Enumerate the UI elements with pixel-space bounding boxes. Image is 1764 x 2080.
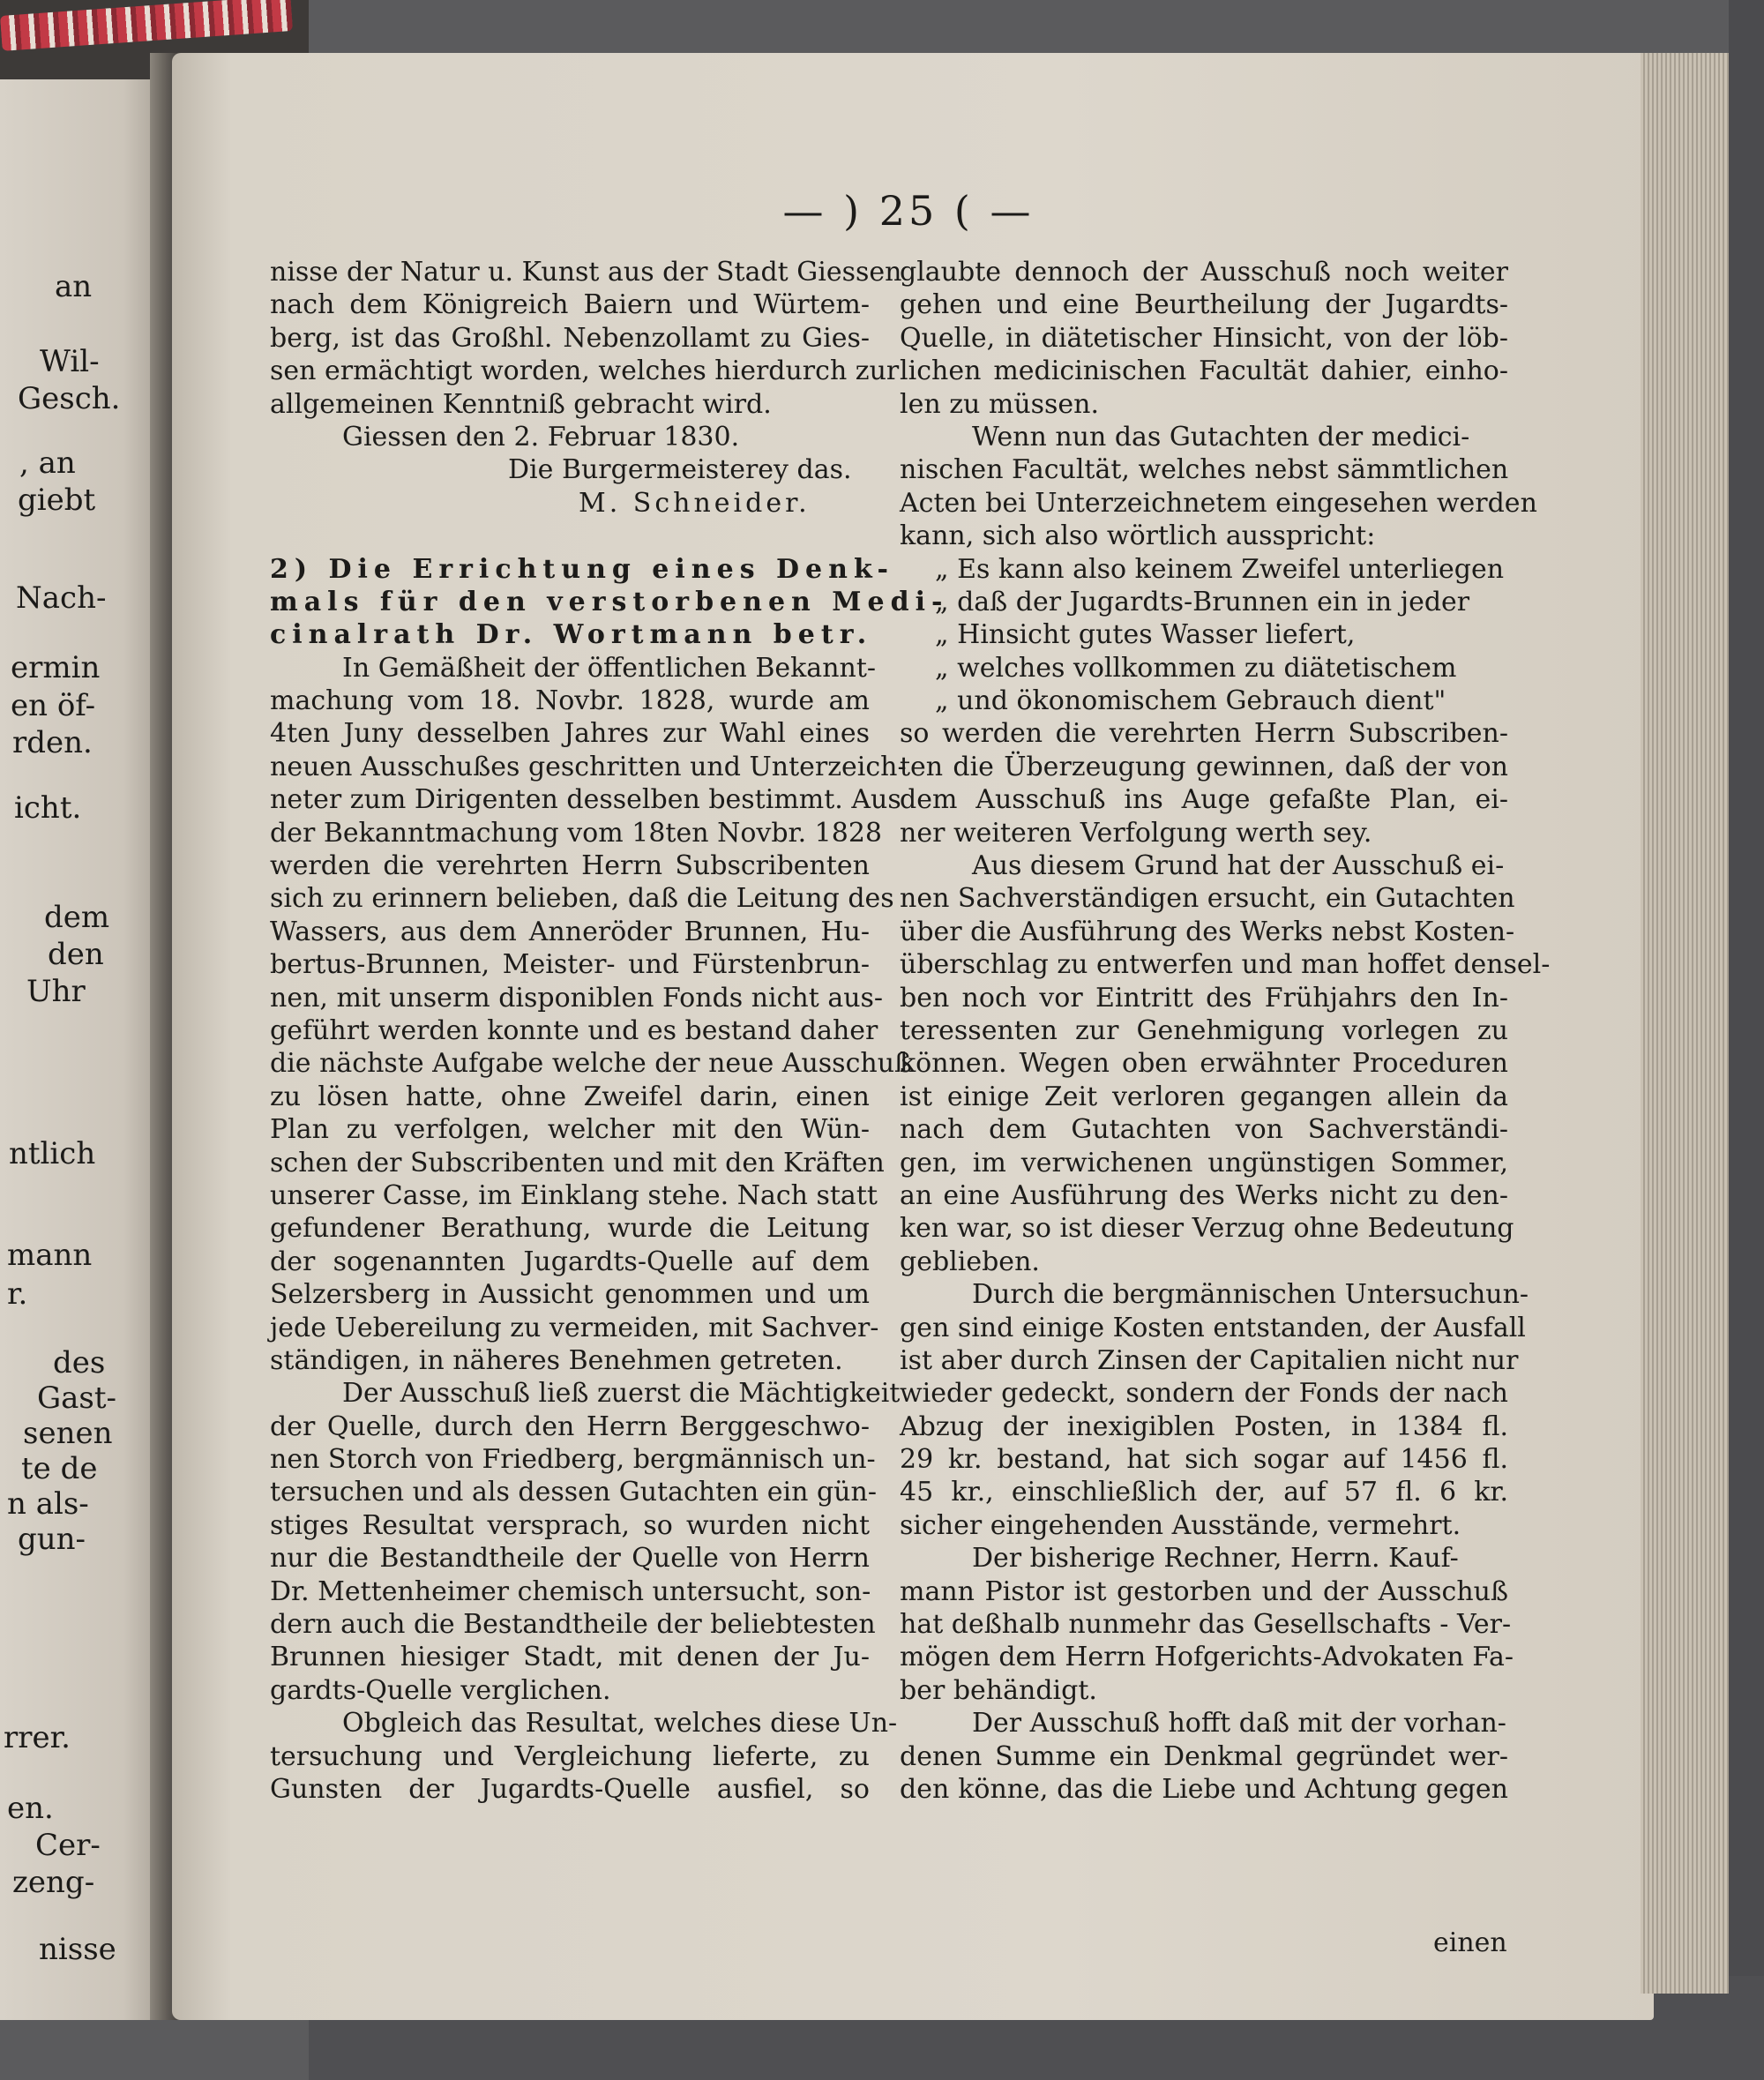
left-fragment: nisse (39, 1932, 116, 1967)
left-fragment: senen (23, 1416, 113, 1451)
left-fragment: n als- (7, 1486, 89, 1522)
text-line: gefundener Berathung, wurde die Leitung (270, 1213, 870, 1245)
text-line: nach dem Königreich Baiern und Würtem- (270, 289, 870, 321)
text-line: Wassers, aus dem Anneröder Brunnen, Hu- (270, 916, 870, 947)
left-fragment: icht. (14, 790, 82, 826)
text-line: neuen Ausschußes geschritten und Unterzeich- (270, 751, 907, 782)
left-fragment: Nach- (16, 580, 107, 616)
text-line: Aus diesem Grund hat der Ausschuß ei- (972, 850, 1505, 882)
left-fragment: ermin (11, 650, 101, 685)
text-line: sen ermächtigt worden, welches hierdurch zur (270, 355, 900, 387)
text-line: tersuchen und als dessen Gutachten ein gün- (270, 1477, 877, 1508)
text-line: Obgleich das Resultat, welches diese Un- (342, 1708, 898, 1740)
text-line: gehen und eine Beurtheilung der Jugardts- (900, 289, 1508, 321)
text-line: an eine Ausführung des Werks nicht zu den- (900, 1179, 1508, 1211)
dateline: Giessen den 2. Februar 1830. (342, 421, 740, 453)
section-title: 2) Die Errichtung eines Denk- (270, 553, 894, 585)
quote-line: „ Es kann also keinem Zweifel unterliegen (935, 553, 1505, 585)
text-line: teressenten zur Genehmigung vorlegen zu (900, 1014, 1508, 1046)
text-line: 4ten Juny desselben Jahres zur Wahl eines (270, 718, 870, 750)
left-fragment: Wil- (40, 344, 100, 379)
left-fragment: Cer- (35, 1828, 101, 1863)
text-line: gen sind einige Kosten entstanden, der Ausfall (900, 1312, 1526, 1343)
text-line: tersuchung und Vergleichung lieferte, zu (270, 1740, 870, 1772)
text-line: überschlag zu entwerfen und man hoffet densel- (900, 949, 1551, 981)
left-fragment: Uhr (26, 974, 86, 1009)
text-line: der Quelle, durch den Herrn Berggeschwo- (270, 1410, 870, 1442)
left-fragment: rrer. (4, 1720, 71, 1755)
left-fragment: Gast- (37, 1380, 117, 1416)
text-line: neter zum Dirigenten desselben bestimmt. Aus (270, 784, 901, 816)
page-header: — ) 25 ( — (782, 187, 1035, 235)
text-line: bertus-Brunnen, Meister- und Fürstenbrun- (270, 949, 870, 981)
text-line: 29 kr. bestand, hat sich sogar auf 1456 fl. (900, 1444, 1508, 1476)
text-line: geführt werden konnte und es bestand daher (270, 1014, 878, 1046)
text-line: Abzug der inexigiblen Posten, in 1384 fl. (900, 1410, 1508, 1442)
text-line: ten die Überzeugung gewinnen, daß der von (900, 751, 1508, 782)
left-fragment: te de (21, 1451, 98, 1486)
text-line: kann, sich also wörtlich ausspricht: (900, 520, 1376, 552)
left-fragment: des (53, 1345, 106, 1380)
text-line: ken war, so ist dieser Verzug ohne Bedeutung (900, 1213, 1514, 1245)
left-fragment: Gesch. (18, 381, 121, 416)
text-line: die nächste Aufgabe welche der neue Ausschuß (270, 1048, 913, 1080)
text-line: len zu müssen. (900, 388, 1100, 420)
text-line: Gunsten der Jugardts-Quelle ausfiel, so (270, 1773, 870, 1805)
text-line: lichen medicinischen Facultät dahier, einho- (900, 355, 1508, 387)
quote-line: „ welches vollkommen zu diätetischem (935, 652, 1457, 684)
background-right (1729, 0, 1764, 2080)
text-line: den könne, das die Liebe und Achtung gegen (900, 1773, 1508, 1805)
quote-line: „ Hinsicht gutes Wasser liefert, (935, 619, 1356, 651)
text-line: dem Ausschuß ins Auge gefaßte Plan, ei- (900, 784, 1508, 816)
section-title: cinalrath Dr. Wortmann betr. (270, 619, 873, 651)
left-fragment: en öf- (11, 688, 96, 723)
left-fragment: gun- (18, 1522, 86, 1557)
text-line: dern auch die Bestandtheile der beliebtesten (270, 1609, 876, 1641)
left-fragment: rden. (12, 725, 93, 760)
text-line: Durch die bergmännischen Untersuchun- (972, 1279, 1529, 1311)
text-line: ner weiteren Verfolgung werth sey. (900, 817, 1372, 849)
text-line: schen der Subscribenten und mit den Kräften (270, 1147, 885, 1178)
text-line: nen Storch von Friedberg, bergmännisch un- (270, 1444, 876, 1476)
text-line: so werden die verehrten Herrn Subscriben- (900, 718, 1508, 750)
text-line: berg, ist das Großhl. Nebenzollamt zu Gies- (270, 322, 870, 354)
text-line: ist einige Zeit verloren gegangen allein da (900, 1081, 1508, 1112)
text-line: zu lösen hatte, ohne Zweifel darin, einen (270, 1081, 870, 1112)
text-line: hat deßhalb nunmehr das Gesellschafts - Ver- (900, 1609, 1512, 1641)
left-fragment: , an (19, 445, 76, 481)
text-line: gen, im verwichenen ungünstigen Sommer, (900, 1147, 1508, 1178)
text-column-left (270, 256, 949, 1806)
left-fragment: mann (7, 1238, 93, 1273)
left-page-text (0, 0, 176, 2080)
text-line: können. Wegen oben erwähnter Proceduren (900, 1048, 1508, 1080)
left-fragment: zeng- (12, 1865, 95, 1900)
text-line: sicher eingehenden Ausstände, vermehrt. (900, 1509, 1461, 1541)
text-line: gardts-Quelle verglichen. (270, 1674, 611, 1706)
text-line: Acten bei Unterzeichnetem eingesehen werden (900, 487, 1537, 519)
text-line: nach dem Gutachten von Sachverständi- (900, 1114, 1508, 1146)
text-line: werden die verehrten Herrn Subscribenten (270, 850, 870, 882)
page-edges (1641, 53, 1729, 1994)
text-line: Plan zu verfolgen, welcher mit den Wün- (270, 1114, 870, 1146)
text-line: Brunnen hiesiger Stadt, mit denen der Ju- (270, 1642, 870, 1673)
text-line: nen, mit unserm disponiblen Fonds nicht aus- (270, 982, 884, 1014)
text-line: Wenn nun das Gutachten der medici- (972, 421, 1470, 453)
signature-office: Die Burgermeisterey das. (508, 454, 852, 486)
text-line: ist aber durch Zinsen der Capitalien nicht nur (900, 1344, 1519, 1376)
text-line: nur die Bestandtheile der Quelle von Herrn (270, 1543, 870, 1575)
text-line: Der Ausschuß hofft daß mit der vorhan- (972, 1708, 1506, 1740)
text-line: stiges Resultat versprach, so wurden nicht (270, 1509, 870, 1541)
text-line: der Bekanntmachung vom 18ten Novbr. 1828 (270, 817, 882, 849)
text-line: ben noch vor Eintritt des Frühjahrs den In- (900, 982, 1508, 1014)
left-fragment: ntlich (9, 1136, 96, 1171)
text-line: nisse der Natur u. Kunst aus der Stadt Giessen (270, 257, 902, 288)
text-line: allgemeinen Kenntniß gebracht wird. (270, 388, 772, 420)
text-line: machung vom 18. Novbr. 1828, wurde am (270, 685, 870, 717)
signature-name: M. Schneider. (579, 487, 811, 519)
left-fragment: giebt (18, 483, 96, 518)
left-fragment: den (48, 937, 104, 972)
text-line: Selzersberg in Aussicht genommen und um (270, 1279, 870, 1311)
text-column-right (900, 256, 1551, 1806)
text-line: sich zu erinnern belieben, daß die Leitung des (270, 883, 894, 915)
spacer-line (270, 520, 870, 552)
text-line: ständigen, in näheres Benehmen getreten. (270, 1344, 843, 1376)
text-line: wieder gedeckt, sondern der Fonds der nach (900, 1378, 1508, 1410)
text-line: 45 kr., einschließlich der, auf 57 fl. 6 kr. (900, 1477, 1508, 1508)
text-line: nischen Facultät, welches nebst sämmtlichen (900, 454, 1509, 486)
text-line: glaubte dennoch der Ausschuß noch weiter (900, 257, 1508, 288)
text-line: denen Summe ein Denkmal gegründet wer- (900, 1740, 1508, 1772)
text-line: geblieben. (900, 1246, 1040, 1277)
left-fragment: en. (7, 1791, 54, 1826)
section-title: mals für den verstorbenen Medi- (270, 586, 949, 617)
text-line: mann Pistor ist gestorben und der Ausschuß (900, 1575, 1508, 1607)
text-line: jede Uebereilung zu vermeiden, mit Sachver- (270, 1312, 879, 1343)
text-line: über die Ausführung des Werks nebst Kosten- (900, 916, 1515, 947)
text-line: mögen dem Herrn Hofgerichts-Advokaten Fa- (900, 1642, 1514, 1673)
text-line: der sogenannten Jugardts-Quelle auf dem (270, 1246, 870, 1277)
left-fragment: dem (44, 900, 110, 935)
text-line: nen Sachverständigen ersucht, ein Gutachten (900, 883, 1515, 915)
text-line: Der Ausschuß ließ zuerst die Mächtigkeit (342, 1378, 901, 1410)
text-line: Der bisherige Rechner, Herrn. Kauf- (972, 1543, 1459, 1575)
text-line: Dr. Mettenheimer chemisch untersucht, son- (270, 1575, 871, 1607)
quote-line: „ daß der Jugardts-Brunnen ein in jeder (935, 586, 1470, 617)
text-line: unserer Casse, im Einklang stehe. Nach statt (270, 1179, 878, 1211)
quote-line: „ und ökonomischem Gebrauch dient" (935, 685, 1446, 717)
left-fragment: an (55, 269, 93, 304)
text-line: In Gemäßheit der öffentlichen Bekannt- (342, 652, 877, 684)
left-fragment: r. (7, 1276, 28, 1312)
catchword: einen (1433, 1927, 1507, 1958)
text-line: Quelle, in diätetischer Hinsicht, von der löb- (900, 322, 1508, 354)
text-line: ber behändigt. (900, 1674, 1097, 1706)
